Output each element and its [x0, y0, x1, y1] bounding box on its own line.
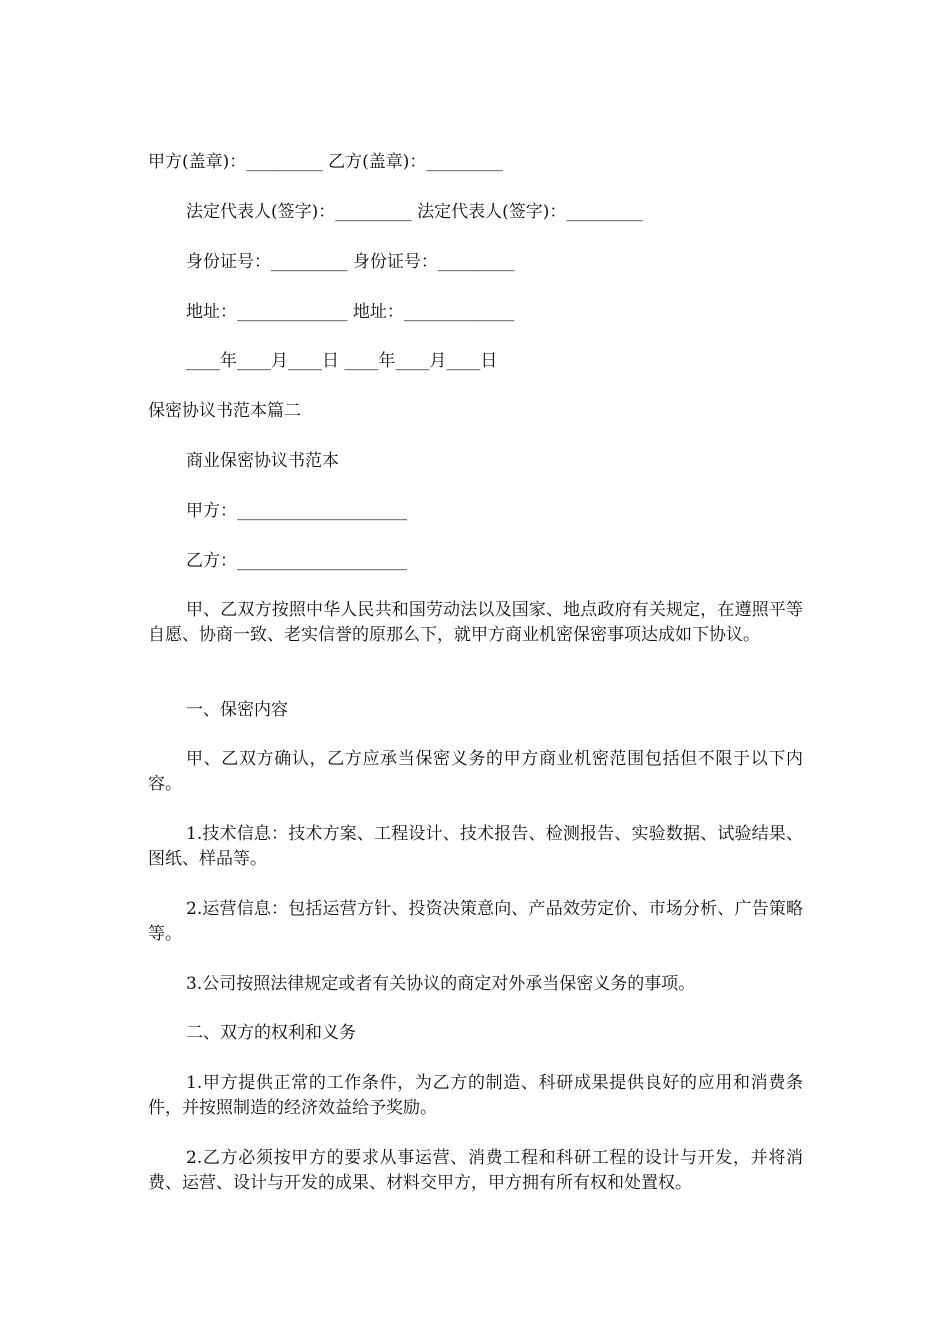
item-operation-info: 2.运营信息：包括运营方针、投资决策意向、产品效劳定价、市场分析、广告策略等。 [148, 899, 803, 944]
confidential-scope-paragraph: 甲、乙双方确认，乙方应承当保密义务的甲方商业机密范围包括但不限于以下内容。 [148, 749, 803, 794]
date-line: ____年____月____日 ____年____月____日 [186, 351, 498, 371]
party-a-line: 甲方：____________________ [186, 501, 407, 521]
heading-confidential-content: 一、保密内容 [186, 700, 288, 720]
item-party-b-duties: 2.乙方必须按甲方的要求从事运营、消费工程和科研工程的设计与开发，并将消费、运营、设计与开发的成果、材料交甲方，甲方拥有所有权和处置权。 [148, 1148, 803, 1193]
seal-line: 甲方(盖章)：_________ 乙方(盖章)：_________ [148, 152, 503, 172]
item-legal-obligation: 3.公司按照法律规定或者有关协议的商定对外承当保密义务的事项。 [186, 974, 696, 994]
address-line: 地址：_____________ 地址：_____________ [186, 302, 515, 322]
intro-paragraph: 甲、乙双方按照中华人民共和国劳动法以及国家、地点政府有关规定，在遵照平等自愿、协商一致、老实信誉的原那么下，就甲方商业机密保密事项达成如下协议。 [148, 600, 803, 645]
item-party-a-duties: 1.甲方提供正常的工作条件，为乙方的制造、科研成果提供良好的应用和消费条件，并按照制造的经济效益给予奖励。 [148, 1073, 803, 1118]
id-number-line: 身份证号：_________ 身份证号：_________ [186, 252, 515, 272]
doc-title: 商业保密协议书范本 [186, 451, 339, 471]
item-technical-info: 1.技术信息：技术方案、工程设计、技术报告、检测报告、实验数据、试验结果、图纸、样品等。 [148, 824, 803, 869]
section-title: 保密协议书范本篇二 [148, 401, 301, 421]
party-b-line: 乙方：____________________ [186, 551, 407, 571]
legal-rep-line: 法定代表人(签字)：_________ 法定代表人(签字)：_________ [186, 202, 643, 222]
heading-rights-obligations: 二、双方的权利和义务 [186, 1023, 356, 1043]
